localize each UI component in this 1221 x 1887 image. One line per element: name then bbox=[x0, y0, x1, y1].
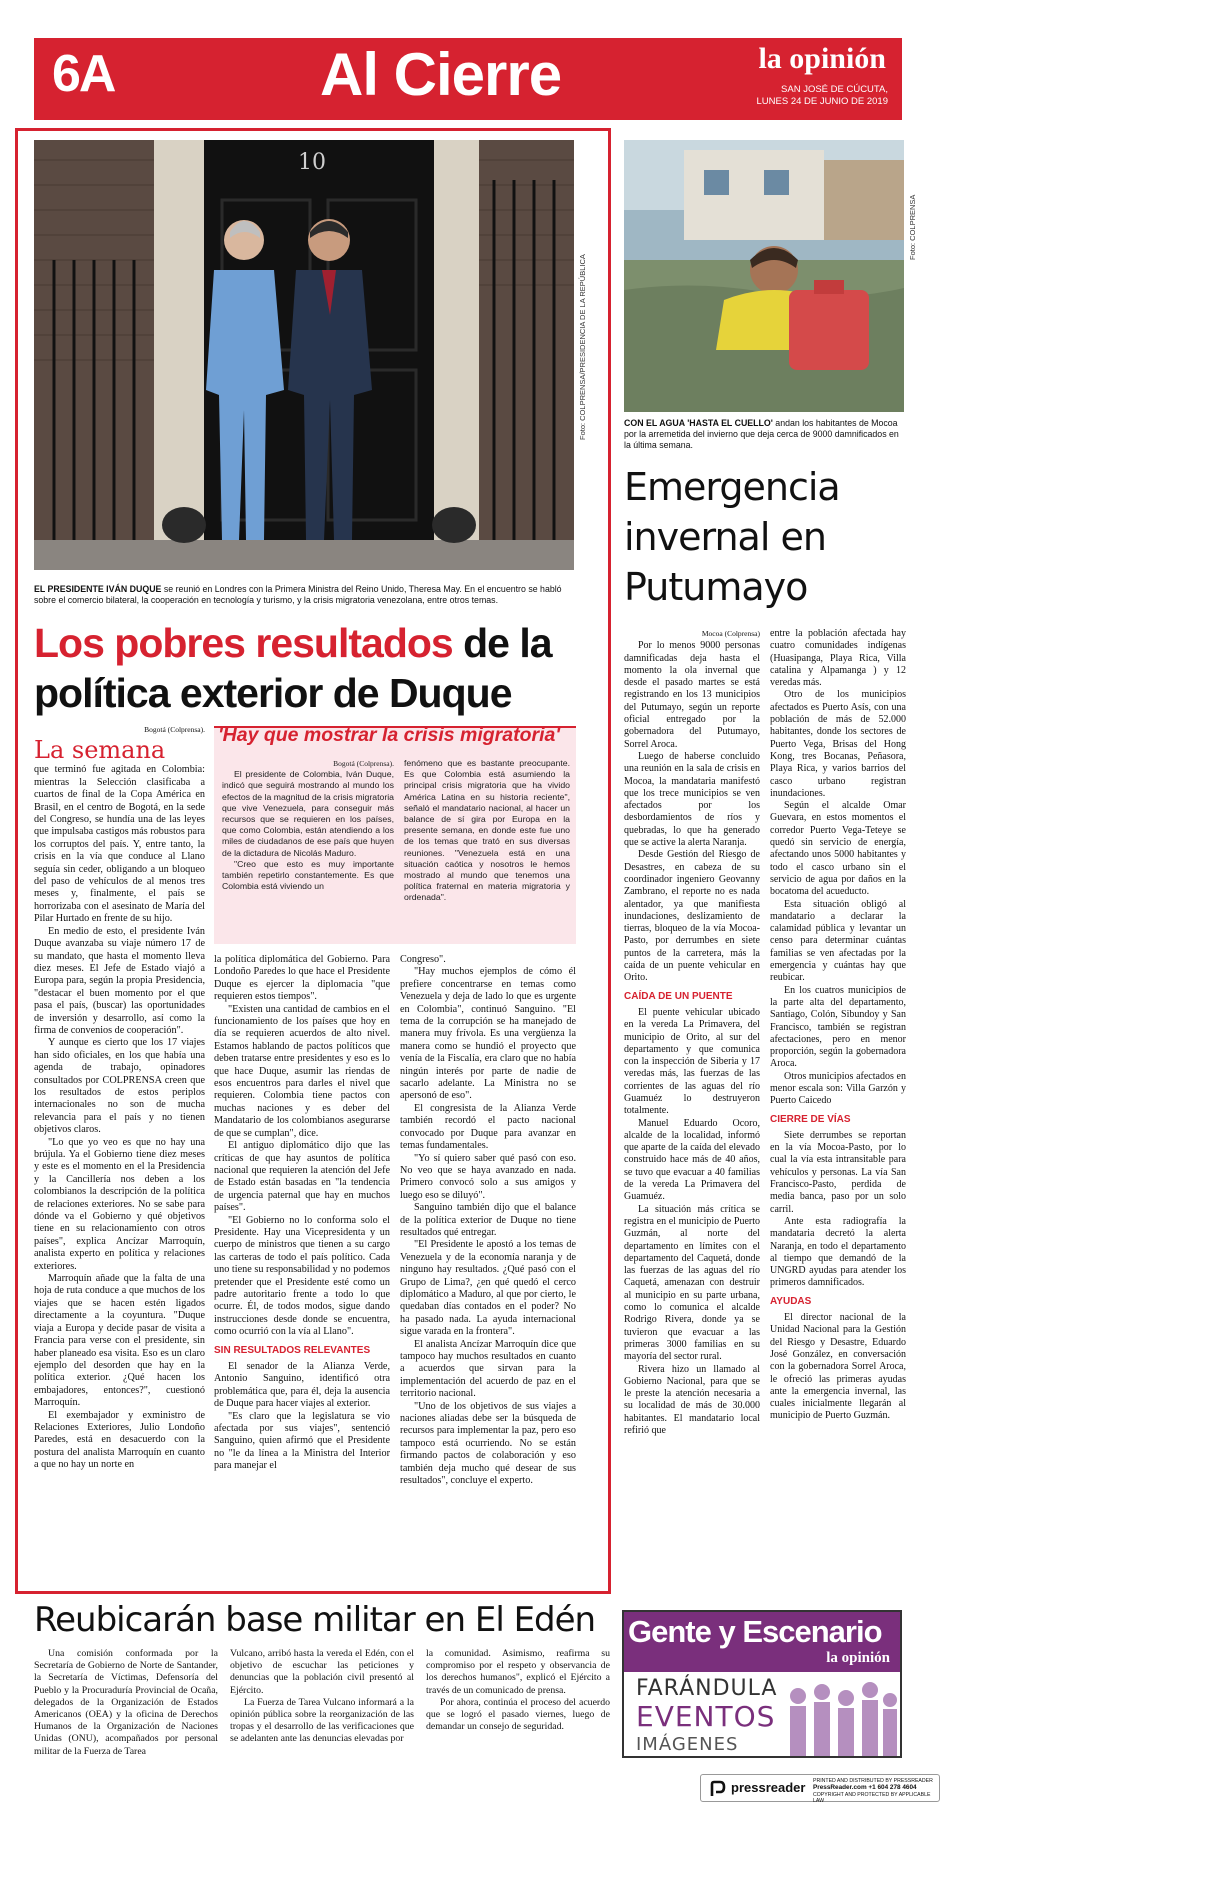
paragraph: "Lo que yo veo es que no hay una brújula. Ya el Gobierno tiene diez meses y este es el momento en el la Presidencia y la Cancillería nos deben a los colombianos la descripción de la política de relaciones exteriores. No se sabe para dónde va el Gobierno y qué objetivos tiene en su relacionamiento con otros países", explica Ancízar Marroquín, analista experto en política y relaciones exteriores. bbox=[34, 1136, 205, 1272]
paragraph: "Es claro que la legislatura se vio afectada por sus viajes", sentenció Sanguino, quien afirmó que el Presidente no "le da línea a la Ministra del Interior para manejar el bbox=[214, 1410, 390, 1472]
photo1-caption-lead: EL PRESIDENTE IVÁN DUQUE bbox=[34, 584, 162, 594]
main-article-col1 bbox=[34, 724, 205, 1472]
paragraph: El director nacional de la Unidad Nacional para la Gestión del Riesgo y Desastre, Eduardo José González, en conversación con la gobernadora Sorrel Aroca, le ofreció las primeras ayudas ante la emergencia invernal, las cuales inicialmente llegarán al municipio de Puerto Guzmán. bbox=[770, 1312, 906, 1422]
flood-photo bbox=[624, 140, 904, 412]
dateline bbox=[757, 84, 888, 108]
subhead-caida-puente: CAÍDA DE UN PUENTE bbox=[624, 990, 733, 1002]
subhead-sin-resultados: SIN RESULTADOS RELEVANTES bbox=[214, 1344, 371, 1356]
paragraph: Ante esta radiografía la mandataria decretó la alerta Naranja, en todo el departamento al tiempo que demandó de la UNGRD ayudas para atender los primeros damnificados. bbox=[770, 1215, 906, 1289]
callout-title: 'Hay que mostrar la crisis migratoria' bbox=[218, 724, 560, 746]
flood-illustration bbox=[624, 140, 904, 412]
paragraph: "Hay muchos ejemplos de cómo él prefiere concentrarse en temas como Venezuela y deja de lado lo que es urgente en Colombia", continuó Sanguino. "El tema de la corrupción se ha manejado de manera muy frívola. Es una vergüenza la manera como se hundió el proyecto que venía de la Fiscalía, era claro que no había ningún interés por parte de nadie de sacarlo adelante. La Ministra no se apersonó de eso". bbox=[400, 966, 576, 1102]
paragraph: fenómeno que es bastante preocupante. Es que Colombia está asumiendo la principal crisis migratoria que ha vivido América Latina en su historia reciente", señaló el mandatario nacional, al hacer un balance de sí gira por Europa en la presente semana, en donde este fue uno de los temas que trató en sus diversas reuniones. "Venezuela está en una situación caótica y nosotros le hemos mostrado al mundo que tenemos una política fraternal en materia migratoria y ordenada". bbox=[404, 758, 570, 903]
pressreader-name: pressreader bbox=[731, 1780, 806, 1795]
paragraph: Por lo menos 9000 personas damnificadas deja hasta el momento la ola invernal que desde el pasado martes se está registrando en los 13 municipios del Putumayo, según un reporte oficial entregado por la gobernadora del Putumayo, Sorrel Aroca. bbox=[624, 640, 760, 750]
main-article-kicker: La semana bbox=[34, 736, 166, 765]
paragraph: la política diplomática del Gobierno. Para Londoño Paredes lo que hace el Presidente Duque es ejercer la diplomacia "que requieren estos tiempos". bbox=[214, 954, 390, 1003]
el-eden-col3 bbox=[426, 1648, 610, 1733]
photo1-caption-text: se reunió en Londres con la Primera Ministra del Reino Unido, Theresa May. En el encuentro se habló sobre el comercio bilateral, la cooperación en tecnología y turismo, y la crisis migratoria venezolana, entre otros temas. bbox=[34, 584, 562, 605]
paragraph: Otros municipios afectados en menor escala son: Villa Garzón y Puerto Caicedo bbox=[770, 1070, 906, 1107]
paragraph: Vulcano, arribó hasta la vereda el Edén, con el objetivo de escuchar las peticiones y denuncias que la población civil presentó al Ejército. bbox=[230, 1648, 414, 1696]
el-eden-col1 bbox=[34, 1648, 218, 1758]
paragraph: El exembajador y exministro de Relaciones Exteriores, Julio Londoño Paredes, está en desacuerdo con la postura del analista Marroquín en cuanto a que no hay un norte en bbox=[34, 1409, 205, 1471]
paragraph: Y aunque es cierto que los 17 viajes han sido oficiales, en los que había una agenda de trabajo, opinadores consultados por COLPRENSA creen que los resultados de estos periplos internacionales no son de mucha relevancia para el país y no tienen objetivos claros. bbox=[34, 1037, 205, 1136]
crowd-silhouette-icon bbox=[784, 1676, 900, 1756]
main-headline-black: de la política exterior de Duque bbox=[34, 620, 552, 716]
page-header bbox=[34, 38, 902, 120]
paragraph: En los cuatros municipios de la parte alta del departamento, Santiago, Colón, Sibundoy y San Francisco, también se registran afectaciones, pero en menor proporción, según la gobernadora Aroca. bbox=[770, 984, 906, 1070]
subhead-ayudas: AYUDAS bbox=[770, 1295, 812, 1307]
paragraph: El puente vehicular ubicado en la vereda La Primavera, del municipio de Orito, al sur del departamento y que comunica con la inspección de Siberia y 17 veredas más, las fuerzas de las corrientes de las aguas del río Guamuéz lo destruyeron totalmente. bbox=[624, 1006, 760, 1117]
paragraph: El analista Ancízar Marroquín dice que tampoco hay muchos resultados en cuanto a acuerdos que sirvan para la implementación del acuerdo de paz en el territorio nacional. bbox=[400, 1338, 576, 1400]
photo2-credit: Foto: COLPRENSA bbox=[908, 194, 917, 260]
ad-title: Gente y Escenario bbox=[628, 1614, 882, 1649]
paragraph: Según el alcalde Omar Guevara, en estos momentos el corredor Puerto Vega-Teteye se quedó sin servicio de energía, afectando unos 5000 habitantes y todo el casco urbano sin el servicio de agua por daños en la bocatoma del acueducto. bbox=[770, 800, 906, 898]
paragraph: Esta situación obligó al mandatario a declarar la calamidad pública y levantar un censo para determinar cuántas familias se ven afectadas por la emergencia y cuántas hay que reubicar. bbox=[770, 898, 906, 984]
paragraph: Otro de los municipios afectados es Puerto Asís, con una población de más de 52.000 habitantes, donde los sectores de Puerto Vega, Brisas del Hong Kong, tres Bocanas, Peñasora, Playa Rica, y varios barrios del casco urbano registran inundaciones. bbox=[770, 689, 906, 799]
photo1-credit: Foto: COLPRENSA/PRESIDENCIA DE LA REPÚBLICA bbox=[578, 254, 587, 440]
dateline-date: LUNES 24 DE JUNIO DE 2019 bbox=[756, 96, 888, 107]
paragraph: El congresista de la Alianza Verde también recordó el pacto nacional convocado por Duque para avanzar en temas fundamentales. bbox=[400, 1102, 576, 1152]
photo1-caption bbox=[34, 584, 578, 606]
paragraph: "Uno de los objetivos de sus viajes a naciones aliadas debe ser la búsqueda de recursos para implementar la paz, pero eso tampoco está ocurriendo. No se están firmando pactos de colaboración y eso también deja mucho qué desear de sus resultados", concluye el experto. bbox=[400, 1400, 576, 1487]
main-article-byline: Bogotá (Colprensa). bbox=[144, 725, 205, 734]
pressreader-line2: PressReader.com +1 604 278 4604 bbox=[813, 1784, 917, 1791]
main-headline-red: Los pobres resultados bbox=[34, 620, 453, 666]
ad-line-imagenes: IMÁGENES bbox=[636, 1734, 739, 1755]
paragraph: El antiguo diplomático dijo que las críticas de que hay asuntos de política nacional que requieren la atención del Jefe de Estado están basadas en "la tendencia de urgencia paternal que hay en muchos países". bbox=[214, 1140, 390, 1214]
paragraph: entre la población afectada hay cuatro comunidades indígenas (Huasipanga, Playa Rica, Villa catalina y Alpamanga ) y 12 veredas más. bbox=[770, 628, 906, 689]
paragraph: la comunidad. Asimismo, reafirma su compromiso por el respeto y observancia de los derechos humanos", explicó el Ejército a través de un comunicado de prensa. bbox=[426, 1648, 610, 1696]
ad-logo: la opinión bbox=[826, 1650, 890, 1666]
callout-byline: Bogotá (Colprensa). bbox=[333, 759, 394, 768]
putumayo-col1 bbox=[624, 628, 760, 1437]
pressreader-badge[interactable] bbox=[700, 1774, 940, 1802]
section-title: Al Cierre bbox=[320, 41, 562, 108]
pressreader-legal bbox=[813, 1778, 939, 1804]
paragraph: "El Presidente le apostó a los temas de Venezuela y de la economía naranja y de ninguno hay resultados. ¿Qué pasó con el Grupo de Lima?, ¿en qué quedó el cerco diplomático a Maduro, al que por cierto, le quedaban días contados en el poder? No ha pasado nada. La ayuda internacional sigue varada en la frontera". bbox=[400, 1239, 576, 1338]
photo2-caption-text: andan los habitantes de Mocoa por la arremetida del invierno que deja cerca de 9000 damnificados en la última semana. bbox=[624, 418, 899, 450]
ad-line-eventos: EVENTOS bbox=[636, 1700, 776, 1733]
main-headline bbox=[34, 618, 594, 718]
paragraph: Rivera hizo un llamado al Gobierno Nacional, para que se le preste la atención necesaria a su localidad de más de 30.000 habitantes. El mandatario local refirió que bbox=[624, 1363, 760, 1436]
paragraph: "El Gobierno no lo conforma solo el Presidente. Hay una Vicepresidenta y un cuerpo de ministros que tienen a su cargo las carteras de todo el país político. Cada uno tiene su responsabilidad y no podemos pretender que el Presidente esté como un padre autoritario frente a todo lo que ocurre. Él, de todos modos, sigue dando instrucciones desde donde se encuentra, como ocurrió con la vía al Llano". bbox=[214, 1214, 390, 1338]
migration-callout bbox=[214, 726, 576, 944]
paragraph: Sanguino también dijo que el balance de la política exterior de Duque no tiene resultados qué entregar. bbox=[400, 1202, 576, 1238]
paragraph: Una comisión conformada por la Secretaría de Gobierno de Norte de Santander, la Secretaría de Víctimas, Defensoría del Pueblo y la Procuraduría Provincial de Ocaña, delegados de la Organización de Estados Americanos (OEA) y la oficina de Derechos Humanos de la Organización de Naciones Unidas (ONU), acompañados por personal militar de la Fuerza de Tarea bbox=[34, 1648, 218, 1757]
paragraph: Manuel Eduardo Ocoro, alcalde de la localidad, informó que aparte de la caída del elevado construido hace más de 40 años, se tuvo que evacuar a 40 familias de la vereda La Primavera del Guamuéz. bbox=[624, 1117, 760, 1203]
el-eden-headline: Reubicarán base militar en El Edén bbox=[34, 1600, 596, 1640]
downing-street-illustration bbox=[34, 140, 574, 570]
putumayo-col2 bbox=[770, 628, 906, 1423]
callout-col-right bbox=[404, 758, 570, 904]
paragraph: Congreso". bbox=[400, 954, 446, 965]
paragraph: La Fuerza de Tarea Vulcano informará a la opinión pública sobre la reorganización de las tropas y el desarrollo de las verificaciones que se adelanten ante las denuncias elevadas por bbox=[230, 1696, 414, 1745]
paragraph: El senador de la Alianza Verde, Antonio Sanguino, identificó otra problemática que, para él, deja la ausencia de Duque para hacer viajes al exterior. bbox=[214, 1361, 390, 1410]
paragraph: "Yo sí quiero saber qué pasó con eso. No veo que se haya avanzado en nada. Primero convocó solo a sus amigos y luego eso se diluyó". bbox=[400, 1152, 576, 1201]
pressreader-line1: PRINTED AND DISTRIBUTED BY PRESSREADER bbox=[813, 1778, 933, 1784]
main-article-col2 bbox=[214, 954, 390, 1473]
paragraph: "Creo que esto es muy importante también repetirlo constantemente. Es que Colombia está viviendo un bbox=[222, 858, 394, 892]
paragraph: "Existen una cantidad de cambios en el funcionamiento de los países que hoy en día se requieren acuerdos de alto nivel. Estamos hablando de pactos políticos que deben tratarse entre presidentes y eso es lo que hace Duque, asumir las riendas de esos encuentros para darles el nivel que requieren. Colombia tiene pactos con muchas naciones y es deber del Mandatario de los colombianos asegurarse de que se cumplan", dice. bbox=[214, 1003, 390, 1139]
subhead-cierre-vias: CIERRE DE VÍAS bbox=[770, 1113, 851, 1125]
paragraph: En medio de esto, el presidente Iván Duque avanzaba su viaje número 17 de su mandato, que hasta el momento lleva diez meses. El Jefe de Estado viajó a Europa para, según la propia Presidencia, "destacar el buen momento por el que pasa el país, (buscar) las oportunidades de inversión y desarrollo, así como la firma de convenios de cooperación". bbox=[34, 925, 205, 1036]
paragraph: Siete derrumbes se reportan en la vía Mocoa-Pasto, por lo cual la vía esta intransitable para vehículos y personas. La vía San Francisco-Pasto, perdida de media banca, paso por un solo carril. bbox=[770, 1129, 906, 1215]
ad-line-farandula: FARÁNDULA bbox=[636, 1676, 778, 1701]
photo2-caption bbox=[624, 418, 908, 451]
paragraph: El presidente de Colombia, Iván Duque, indicó que seguirá mostrando al mundo los efectos de la magnitud de la crisis migratoria que vive Venezuela, para conseguir más recursos que se requieren en los países, que como Colombia, están atendiendo a los miles de ciudadanos de ese país que huyen de la dictadura de Nicolás Maduro. bbox=[222, 769, 394, 858]
pressreader-line3: COPYRIGHT AND PROTECTED BY APPLICABLE LAW bbox=[813, 1792, 931, 1804]
gente-escenario-ad[interactable] bbox=[622, 1610, 902, 1758]
main-article-col3 bbox=[400, 954, 576, 1487]
newspaper-logo: la opinión bbox=[758, 42, 886, 75]
paragraph: Por ahora, continúa el proceso del acuerdo que se logró el pasado viernes, luego de demandar un consejo de seguridad. bbox=[426, 1696, 610, 1733]
putumayo-byline: Mocoa (Colprensa) bbox=[701, 629, 760, 638]
page-number: 6A bbox=[52, 45, 115, 103]
putumayo-headline: Emergencia invernal en Putumayo bbox=[624, 465, 840, 609]
photo2-caption-lead: CON EL AGUA 'HASTA EL CUELLO' bbox=[624, 418, 773, 428]
door-number: 10 bbox=[298, 150, 326, 175]
callout-col-left bbox=[222, 758, 394, 892]
dateline-city: SAN JOSÉ DE CÚCUTA, bbox=[781, 84, 888, 95]
paragraph: Marroquín añade que la falta de una hoja de ruta conduce a que muchos de los viajes que se hacen estén ligados directamente a la coyuntura. "Duque viaja a Europa y decide pasar de visita a Francia para verse con el presidente, sin haber planeado esa visita. Eso es un claro ejemplo del desorden que hay en la política exterior. ¿Qué hacen los embajadores, entonces?", cuestionó Marroquín. bbox=[34, 1273, 205, 1409]
pressreader-logo-icon bbox=[709, 1780, 727, 1798]
paragraph: La situación más crítica se registra en el municipio de Puerto Guzmán, al norte del departamento en límites con el departamento del Caquetá, donde las fuerzas de las aguas del río Caquetá, amenazan con destruir al municipio en su parte urbana, como lo comunica el alcalde Rodrigo Rivera, donde ya se tuvieron que evacuar a las primeras 3000 familias en su mayoría del sector rural. bbox=[624, 1203, 760, 1363]
paragraph: Luego de haberse concluido una reunión en la sala de crisis en Mocoa, la mandataria manifestó que los trece municipios se ven afectados por los desbordamientos de ríos y quebradas, lo que ha generado que se active la alerta Naranja. bbox=[624, 750, 760, 849]
paragraph: que terminó fue agitada en Colombia: mientras la Selección clasificaba a cuartos de final de la Copa América en Brasil, en el centro de Bogotá, en la sede del Congreso, se hundía una de las leyes que impulsaba castigos más robustos para los corruptos del país. Y, entre tanto, la crisis en la vía que conduce al Llano seguía sin ceder, obligando a un bloqueo del paso de vehículos de al menos tres meses y, finalmente, el país se horrorizaba con el asesinato de María del Pilar Hurtado en frente de su hijo. bbox=[34, 764, 205, 925]
duque-may-photo bbox=[34, 140, 574, 570]
paragraph: Desde Gestión del Riesgo de Desastres, en cabeza de su coordinador ingeniero Geovanny Zambrano, el reporte no es nada alentador, ya que manifiesta inundaciones, deslizamiento de tierras, bloqueo de la vía Mocoa-Pasto, por derrumbes en siete puntos de la carretera, más la caída de un puente vehicular en Orito. bbox=[624, 849, 760, 984]
el-eden-col2 bbox=[230, 1648, 414, 1746]
